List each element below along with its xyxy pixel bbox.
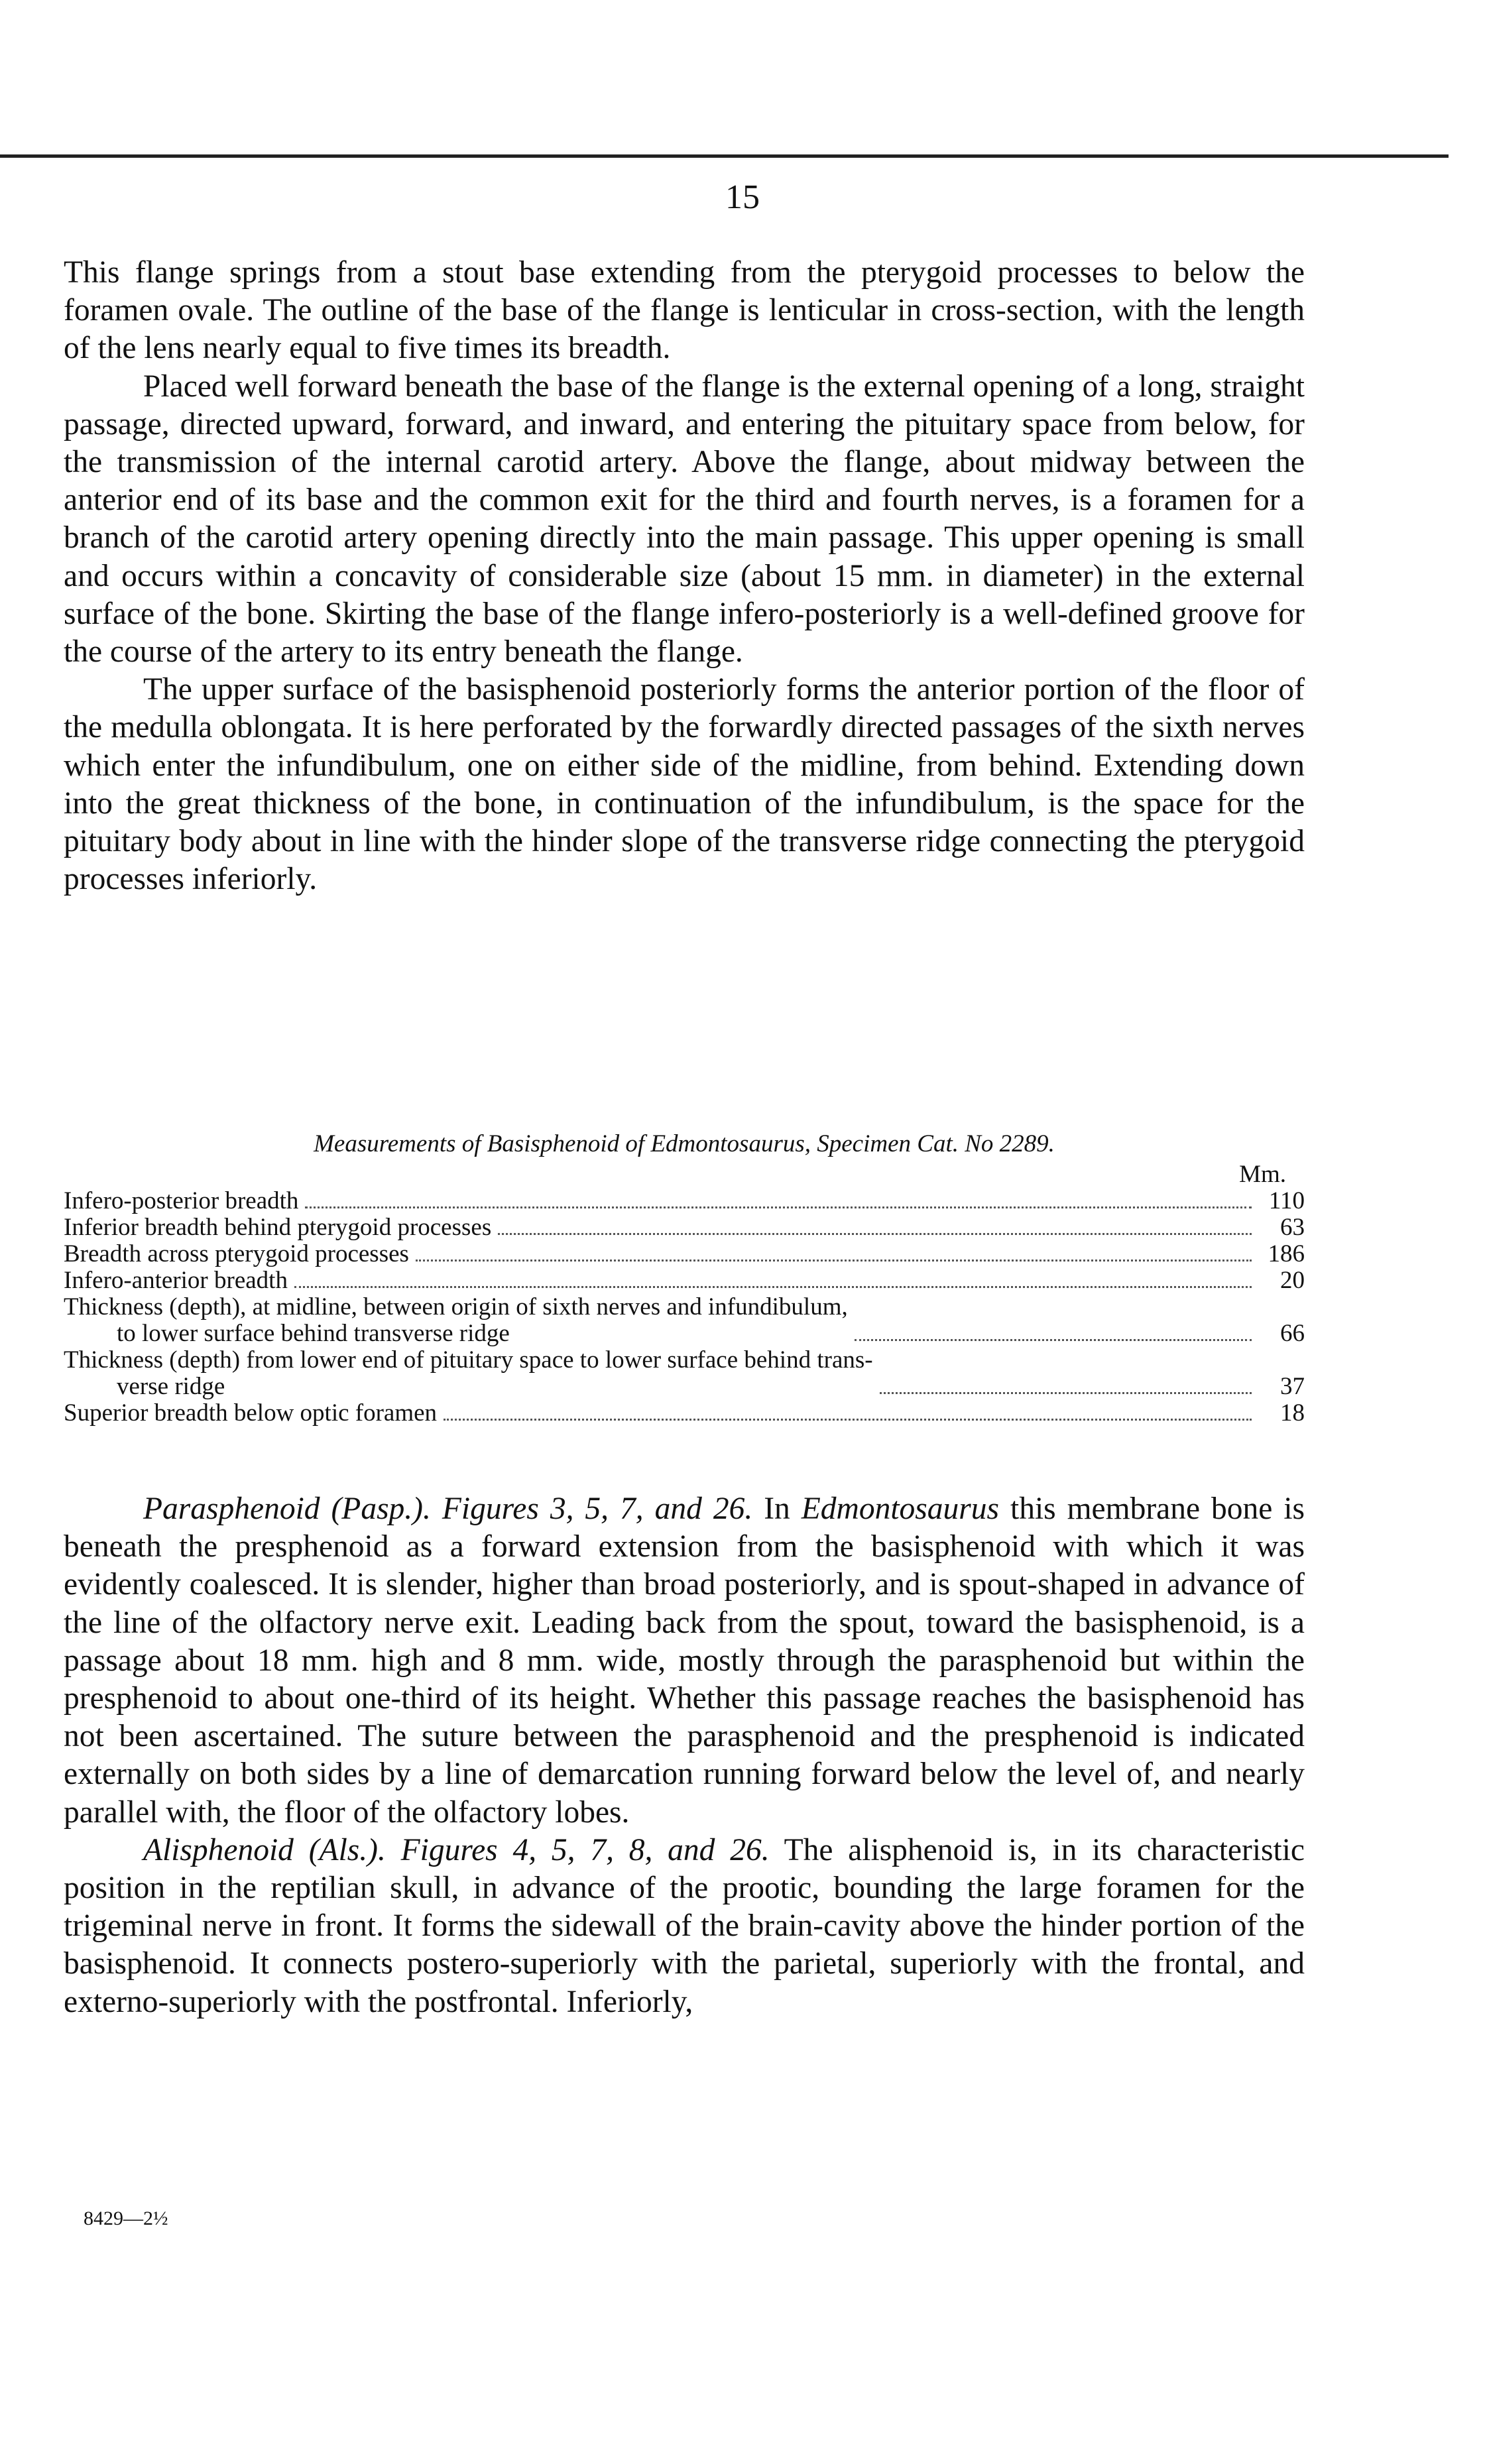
- table-row: [64, 1214, 1305, 1241]
- row-label: [64, 1294, 848, 1347]
- row-value: 66: [1280, 1320, 1305, 1347]
- table-row: [64, 1400, 1305, 1427]
- top-rule: [0, 154, 1449, 158]
- row-value: 18: [1280, 1399, 1305, 1427]
- table-caption: Measurements of Basisphenoid of Edmontosaurus, Specimen Cat. No 2289.: [314, 1130, 1055, 1157]
- row-label-line2: to lower surface behind transverse ridge: [117, 1320, 510, 1347]
- row-value: 63: [1280, 1214, 1305, 1241]
- row-label-line1: Thickness (depth), at midline, between origin of sixth nerves and infundibulum,: [64, 1293, 848, 1320]
- leader-dots: [305, 1206, 1252, 1208]
- row-label: [64, 1347, 873, 1400]
- row-value: 37: [1280, 1373, 1305, 1400]
- paragraph-parasphenoid: [64, 1490, 1305, 1832]
- row-label: Infero-anterior breadth: [64, 1267, 288, 1294]
- paragraph-alisphenoid: [64, 1832, 1305, 2021]
- table-row: [64, 1347, 1305, 1400]
- figure-reference: Figures 3, 5, 7, and 26.: [442, 1492, 753, 1526]
- leader-dots: [855, 1339, 1252, 1341]
- row-value: 20: [1280, 1267, 1305, 1294]
- row-label-line1: Thickness (depth) from lower end of pituitary space to lower surface behind trans-: [64, 1346, 873, 1374]
- table-row: [64, 1267, 1305, 1294]
- row-label: Infero-posterior breadth: [64, 1187, 299, 1214]
- measurements-table: [64, 1131, 1305, 1427]
- paragraph-body: this membrane bone is beneath the presphenoid as a forward extension from the basisphenoid with which it was evidently coalesced. It is slender, higher than broad posteriorly, and is spout-shaped in advance of the line of the olfactory nerve exit. Leading back from the spout, toward the basisphenoid, is a passage about 18 mm. high and 8 mm. wide, mostly through the parasphenoid but within the presphenoid to about one-third of its height. Whether this passage reaches the basisphenoid has not been ascertained. The suture between the parasphenoid and the presphenoid is indicated externally on both sides by a line of demarcation running forward below the level of, and nearly parallel with, the floor of the olfactory lobes.: [64, 1492, 1305, 1830]
- section-heading: Parasphenoid (Pasp.).: [143, 1492, 431, 1526]
- printer-signature: 8429—2½: [84, 2207, 168, 2229]
- paragraph-intro: In: [764, 1492, 790, 1526]
- row-label-line2: verse ridge: [117, 1373, 225, 1400]
- body-text-bottom: [64, 1490, 1305, 2021]
- table-row: [64, 1188, 1305, 1214]
- row-label: Inferior breadth behind pterygoid processes: [64, 1214, 492, 1241]
- table-row: [64, 1294, 1305, 1347]
- row-value: 186: [1268, 1240, 1305, 1267]
- row-label: Superior breadth below optic foramen: [64, 1399, 438, 1427]
- figure-reference: Figures 4, 5, 7, 8, and 26.: [400, 1832, 770, 1867]
- leader-dots: [294, 1286, 1252, 1288]
- paragraph: This flange springs from a stout base extending from the pterygoid processes to below the foramen ovale. The outline of the base of the flange is lenticular in cross-section, with the length of the lens nearly equal to five times its breadth.: [64, 255, 1305, 366]
- paragraph: Placed well forward beneath the base of the flange is the external opening of a long, straight passage, directed upward, forward, and inward, and entering the pituitary space from below, for the transmission of the internal carotid artery. Above the flange, about midway between the anterior end of its base and the common exit for the third and fourth nerves, is a foramen for a branch of the carotid artery opening directly into the main passage. This upper opening is small and occurs within a concavity of considerable size (about 15 mm. in diameter) in the external surface of the bone. Skirting the base of the flange infero-posteriorly is a well-defined groove for the course of the artery to its entry beneath the flange.: [64, 369, 1305, 670]
- leader-dots: [416, 1260, 1252, 1261]
- body-text-top: [64, 254, 1305, 898]
- leader-dots: [498, 1233, 1252, 1235]
- row-value: 110: [1268, 1187, 1305, 1214]
- table-unit: Mm.: [1239, 1161, 1286, 1188]
- paragraph-body: The alisphenoid is, in its characteristic position in the reptilian skull, in advance of the prootic, bounding the large foramen for the trigeminal nerve in front. It forms the sidewall of the brain-cavity above the hinder portion of the basisphenoid. It connects postero-superiorly with the parietal, superiorly with the frontal, and externo-superiorly with the postfrontal. Inferiorly,: [64, 1832, 1305, 2019]
- table-row: [64, 1241, 1305, 1267]
- page-number: 15: [725, 178, 760, 216]
- paragraph: The upper surface of the basisphenoid posteriorly forms the anterior portion of the floor of the medulla oblongata. It is here perforated by the forwardly directed passages of the sixth nerves which enter the infundibulum, one on either side of the midline, from behind. Extending down into the great thickness of the bone, in continuation of the infundibulum, is the space for the pituitary body about in line with the hinder slope of the transverse ridge connecting the pterygoid processes inferiorly.: [64, 672, 1305, 897]
- genus-name: Edmontosaurus: [801, 1492, 1000, 1526]
- row-label: Breadth across pterygoid processes: [64, 1240, 409, 1267]
- leader-dots: [444, 1419, 1252, 1421]
- section-heading: Alisphenoid (Als.).: [143, 1832, 386, 1867]
- leader-dots: [880, 1392, 1252, 1394]
